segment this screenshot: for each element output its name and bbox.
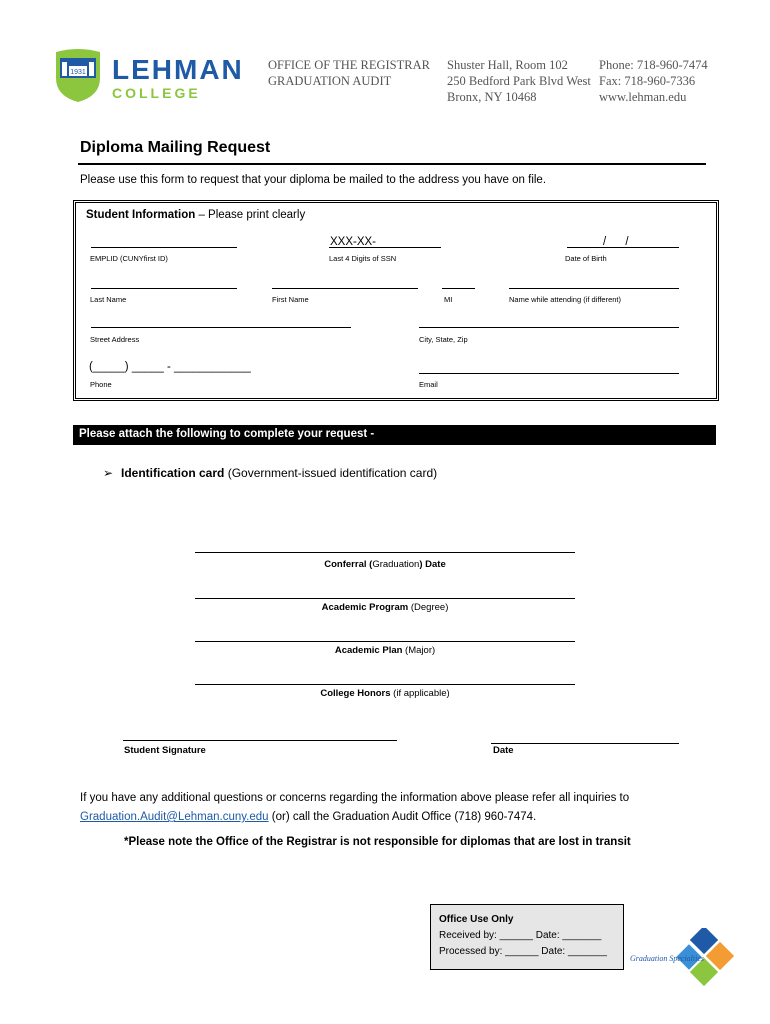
ssn-field[interactable] (329, 247, 441, 248)
header-contact: Phone: 718-960-7474 Fax: 718-960-7336 www.lehman.edu (599, 58, 708, 104)
last-name-label: Last Name (90, 295, 127, 304)
street-address-label: Street Address (90, 335, 140, 344)
college-honors-field[interactable] (195, 684, 575, 685)
email-label: Email (419, 380, 438, 389)
lehman-shield-icon (54, 48, 102, 102)
phone-field[interactable]: (_____) _____ - ____________ (89, 361, 251, 373)
signature-date-field[interactable] (491, 743, 679, 744)
attending-name-field[interactable] (509, 288, 679, 289)
first-name-label: First Name (272, 295, 309, 304)
signature-field[interactable] (123, 740, 397, 741)
emplid-label: EMPLID (CUNYfirst ID) (90, 254, 168, 263)
college-honors-label: College Honors (if applicable) (320, 688, 450, 699)
academic-program-label: Academic Program (Degree) (321, 602, 449, 613)
phone-label: Phone (90, 380, 112, 389)
intro-text: Please use this form to request that your diploma be mailed to the address you have on file. (80, 174, 547, 186)
lehman-logo (54, 48, 244, 104)
academic-plan-label: Academic Plan (Major) (334, 645, 436, 656)
transit-note: *Please note the Office of the Registrar is not responsible for diplomas that are lost in transit (124, 836, 631, 848)
attach-bar: Please attach the following to complete your request - (73, 425, 716, 445)
header-office: OFFICE OF THE REGISTRAR GRADUATION AUDIT (268, 58, 430, 88)
email-field[interactable] (419, 373, 679, 374)
office-use-box (430, 904, 624, 970)
conferral-date-field[interactable] (195, 552, 575, 553)
dob-label: Date of Birth (565, 254, 607, 263)
academic-program-field[interactable] (195, 598, 575, 599)
last-name-field[interactable] (91, 288, 237, 289)
office-use-received: Received by: ______ Date: _______ (439, 930, 602, 941)
dob-field[interactable] (567, 247, 679, 248)
signature-date-label: Date (493, 745, 514, 756)
seal-text: 1931 (70, 69, 86, 76)
emplid-field[interactable] (91, 247, 237, 248)
first-name-field[interactable] (272, 288, 418, 289)
street-address-field[interactable] (91, 327, 351, 328)
attach-item: ➢ Identification card (Government-issued identification card) (103, 466, 438, 480)
logo-name: LEHMAN (112, 54, 244, 85)
city-state-zip-label: City, State, Zip (419, 335, 468, 344)
mi-field[interactable] (442, 288, 475, 289)
questions-text: If you have any additional questions or concerns regarding the information above please refer all inquiries to Graduation.Audit@Lehman.cuny.edu (or) call the Graduation Audit Office (718) 960-7474. (80, 792, 630, 823)
office-use-title: Office Use Only (439, 914, 514, 925)
page-title: Diploma Mailing Request (80, 139, 271, 156)
signature-label: Student Signature (124, 745, 206, 756)
academic-plan-field[interactable] (195, 641, 575, 642)
ssn-prefix: XXX-XX- (330, 236, 377, 248)
office-use-processed: Processed by: ______ Date: _______ (439, 946, 607, 957)
mi-label: MI (444, 295, 453, 304)
logo-subtitle: COLLEGE (112, 85, 201, 101)
student-info-heading: Student Information – Please print clearly (86, 209, 306, 221)
ssn-label: Last 4 Digits of SSN (329, 254, 397, 263)
city-state-zip-field[interactable] (419, 327, 679, 328)
header-address: Shuster Hall, Room 102 250 Bedford Park Blvd West Bronx, NY 10468 (447, 58, 591, 104)
title-rule (78, 163, 706, 165)
dob-slashes: / / (603, 236, 629, 248)
email-link[interactable]: Graduation.Audit@Lehman.cuny.edu (80, 811, 269, 823)
conferral-date-label: Conferral (Graduation) Date (324, 559, 446, 570)
brand-mark-text: Graduation Specialties (630, 954, 704, 963)
arrow-bullet-icon: ➢ (103, 466, 114, 480)
brand-mark (628, 928, 740, 992)
attending-name-label: Name while attending (if different) (509, 295, 622, 304)
